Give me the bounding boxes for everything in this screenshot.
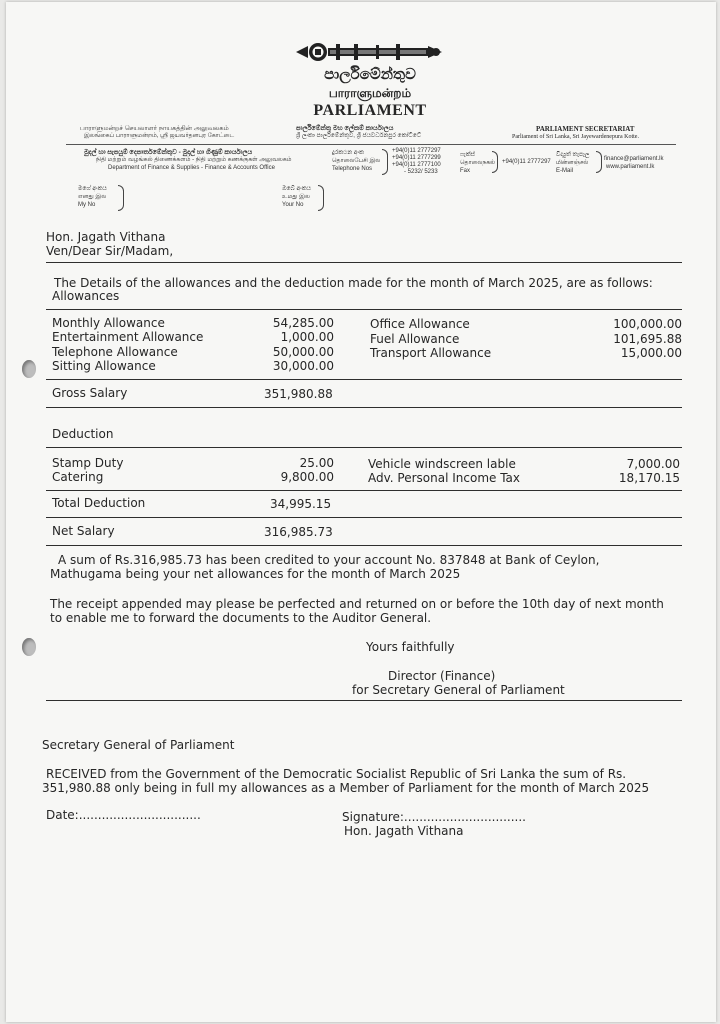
binder-hole [22,638,36,656]
title-english: PARLIAMENT [313,102,427,119]
allowance-label: Telephone Allowance [52,345,178,359]
credit-text-line2: Mathugama being your net allowances for the month of March 2025 [50,567,461,581]
bracket [492,151,498,173]
dept-line-english: Department of Finance & Supplies - Finance & Accounts Office [108,165,275,171]
phone-label-si: දුරකථන අංක [332,150,364,156]
deduction-label: Adv. Personal Income Tax [368,471,521,485]
intro-text: The Details of the allowances and the deduction made for the month of March 2025, are as follows: [54,276,653,290]
deduction-amount: 9,800.00 [280,470,334,484]
deduction-amount: 25.00 [299,456,334,470]
phone-4: - 5232/ 5233 [404,169,438,175]
fax-label-ta: தொலைநகல் [460,160,496,166]
office-english-line1: PARLIAMENT SECRETARIAT [536,125,635,133]
signer-name: Hon. Jagath Vithana [344,824,464,838]
signatory-title: Director (Finance) [388,669,496,683]
website-link[interactable]: www.parliament.lk [606,164,655,170]
receipt-addressee: Secretary General of Parliament [42,738,235,752]
net-salary-amount: 316,985.73 [264,525,333,539]
allowance-label: Monthly Allowance [52,316,165,330]
divider [46,447,682,448]
deduction-heading: Deduction [52,427,114,441]
phone-label-ta: தொலைபேசி இல [332,158,381,164]
divider [46,309,682,310]
phone-label-en: Telephone Nos [332,166,373,172]
divider [46,379,682,380]
email-label-ta: மின்னஞ்சல் [556,160,589,166]
my-no-label-en: My No [78,202,96,208]
date-field[interactable]: Date:................................ [46,808,201,822]
signature-field[interactable]: Signature:................................ [342,810,526,824]
email-address[interactable]: finance@parliament.lk [604,156,664,162]
recipient-name: Hon. Jagath Vithana [46,230,166,244]
dept-line-tamil: நிதி மற்றும் வழங்கல் திணைக்களம் - நிதி மற்றும் கணக்குகள் அலுவலகம் [96,157,292,163]
allowance-label: Sitting Allowance [52,359,156,373]
email-label-si: විද්‍යුත් තැපෑල [556,152,590,158]
parliament-mace-emblem-icon [296,38,446,66]
title-tamil: பாராளுமன்றம் [328,86,412,100]
divider [46,517,682,518]
binder-hole [22,360,36,378]
bracket [382,149,388,175]
salutation: Ven/Dear Sir/Madam, [46,244,174,258]
allowance-label: Entertainment Allowance [52,330,204,344]
signatory-on-behalf: for Secretary General of Parliament [352,683,565,697]
your-no-label-si: ඔබේ අංකය [282,186,311,192]
allowance-amount: 50,000.00 [272,345,334,359]
bracket [318,185,324,211]
deduction-amount: 18,170.15 [618,471,680,485]
receipt-instruction-line2: to enable me to forward the documents to the Auditor General. [50,611,432,625]
your-no-label-ta: உமது இல [282,194,310,200]
divider [46,262,682,263]
fax-number: +94(0)11 2777297 [502,159,551,165]
office-sinhala-line2: ශ්‍රී ලංකා පාර්ලිමේන්තුව, ශ්‍රී ජයවර්ධනපුර කෝට්ටේ [296,133,422,139]
dept-line-sinhala: මුදල් හා සැපයුම් දෙපාර්තමේන්තුව - මුදල් හා ගිණුම් කාර්යාලය [84,149,253,156]
office-sinhala-line1: පාර්ලිමේන්තු මහ ලේකම් කාර්යාලය [296,125,394,132]
allowance-amount: 1,000.00 [280,330,334,344]
office-tamil-line1: பாராளுமன்றச் செயலாளர் நாயகத்தின் அலுவலகம் [80,125,229,132]
gross-salary-label: Gross Salary [52,386,128,400]
fax-label-si: ෆැක්ස් [460,152,475,158]
deduction-amount: 7,000.00 [626,457,680,471]
fax-label-en: Fax [460,168,471,174]
phone-1: +94(0)11 2777297 [392,148,441,154]
allowance-label: Fuel Allowance [370,332,460,346]
allowance-amount: 54,285.00 [272,316,334,330]
divider [46,700,682,701]
phone-2: +94(0)11 2777299 [392,155,441,161]
closing: Yours faithfully [366,640,455,654]
office-tamil-line2: இலங்கைப் பாராளுமன்றம், ஸ்ரீ ஜயவர்தனபுர கோட்டை [84,133,235,139]
deduction-label: Stamp Duty [52,456,124,470]
allowance-amount: 15,000.00 [620,346,682,360]
email-label-en: E-Mail [556,168,574,174]
allowance-amount: 101,695.88 [613,332,682,346]
total-deduction-amount: 34,995.15 [270,497,332,511]
allowance-label: Transport Allowance [370,346,492,360]
phone-3: +94(0)11 2777100 [392,162,441,168]
allowance-amount: 30,000.00 [272,359,334,373]
divider [46,407,682,408]
my-no-label-ta: எனது இல [78,194,107,200]
receipt-text-line1: RECEIVED from the Government of the Democratic Socialist Republic of Sri Lanka the sum of Rs. [46,767,627,781]
total-deduction-label: Total Deduction [52,496,146,510]
allowances-heading: Allowances [52,289,120,303]
allowance-label: Office Allowance [370,317,470,331]
bracket [596,151,602,173]
receipt-text-line2: 351,980.88 only being in full my allowances as a Member of Parliament for the month of March 2025 [42,781,650,795]
divider [46,545,682,546]
your-no-label-en: Your No [282,202,304,208]
credit-text-line1: A sum of Rs.316,985.73 has been credited to your account No. 837848 at Bank of Ceylon, [58,553,600,567]
net-salary-label: Net Salary [52,524,115,538]
deduction-label: Vehicle windscreen lable [368,457,516,471]
title-sinhala: පාර්ලිමේන්තුව [324,67,416,83]
office-english-line2: Parliament of Sri Lanka, Sri Jayewardenepura Kotte. [512,134,639,140]
gross-salary-amount: 351,980.88 [264,387,333,401]
allowance-amount: 100,000.00 [613,317,682,331]
receipt-instruction-line1: The receipt appended may please be perfected and returned on or before the 10th day of next month [50,597,664,611]
deduction-label: Catering [52,470,104,484]
divider [46,490,682,491]
letterhead-divider [66,144,676,145]
bracket [118,185,124,211]
my-no-label-si: මගේ අංකය [78,186,107,192]
